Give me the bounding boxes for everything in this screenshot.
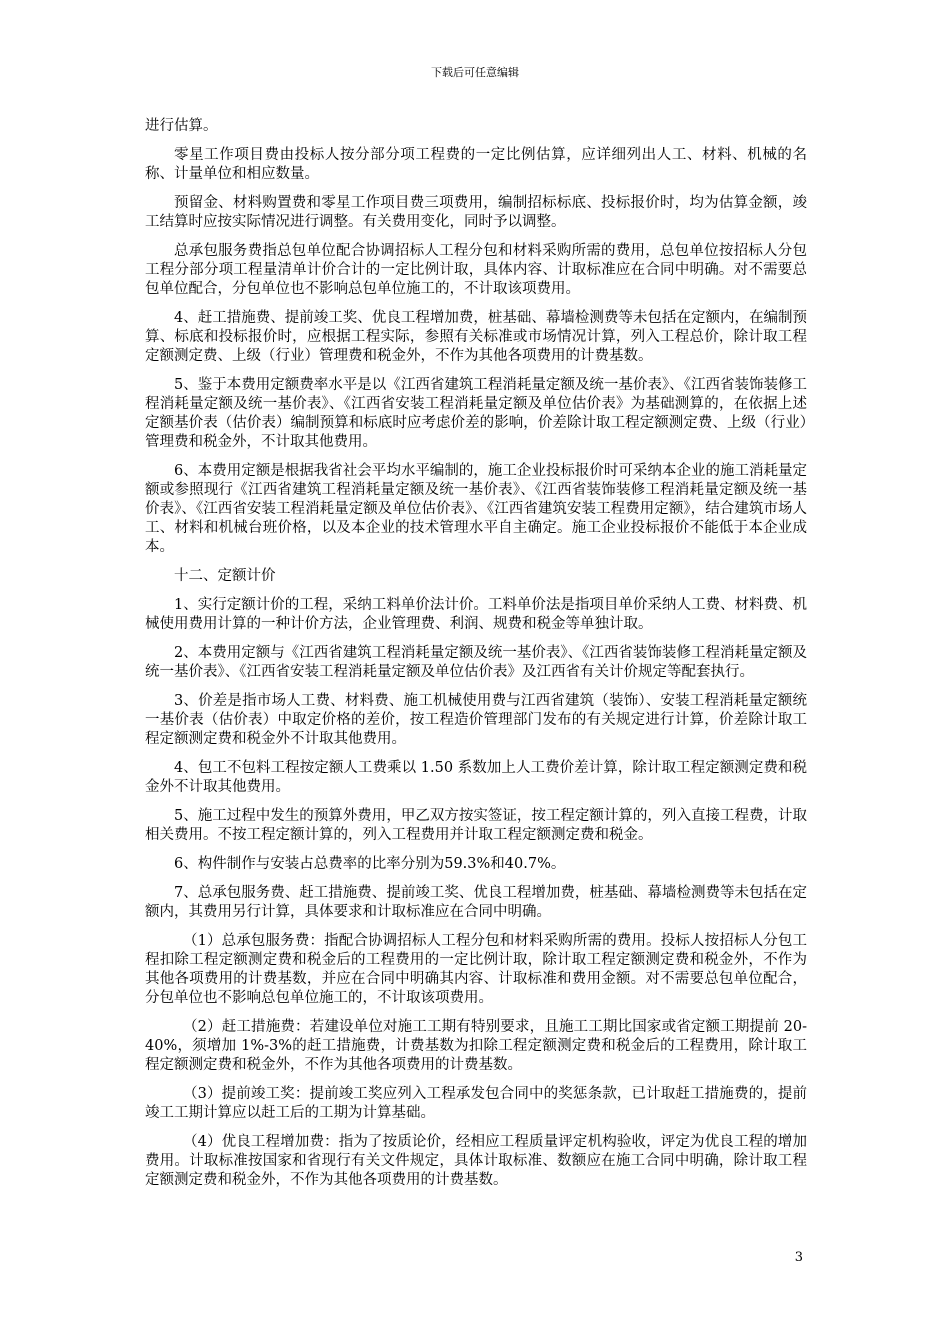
sub-paragraph: （3）提前竣工奖：提前竣工奖应列入工程承发包合同中的奖惩条款，已计取赶工措施费的，提前竣工工期计算应以赶工后的工期为计算基础。 [145,1086,807,1121]
paragraph: 6、本费用定额是根据我省社会平均水平编制的，施工企业投标报价时可采纳本企业的施工消耗量定额或参照现行《江西省建筑工程消耗量定额及统一基价表》、《江西省装饰装修工程消耗量定额及统一基价表》、《江西省安装工程消耗量定额及单位估价表》、《江西省建筑安装工程费用定额》，结合建筑市场人工、材料和机械台班价格，以及本企业的技术管理水平自主确定。施工企业投标报价不能低于本企业成本。 [145,463,807,555]
paragraph: 2、本费用定额与《江西省建筑工程消耗量定额及统一基价表》、《江西省装饰装修工程消耗量定额及统一基价表》、《江西省安装工程消耗量定额及单位估价表》及江西省有关计价规定等配套执行。 [145,645,807,680]
page-number: 3 [794,1250,803,1265]
paragraph: 5、鉴于本费用定额费率水平是以《江西省建筑工程消耗量定额及统一基价表》、《江西省装饰装修工程消耗量定额及统一基价表》、《江西省安装工程消耗量定额及单位估价表》为基础测算的，在依据上述定额基价表（估价表）编制预算和标底时应考虑价差的影响，价差除计取工程定额测定费、上级（行业）管理费和税金外，不计取其他费用。 [145,377,807,450]
paragraph: 6、构件制作与安装占总费率的比率分别为59.3%和40.7%。 [174,856,566,872]
paragraph: 零星工作项目费由投标人按分部分项工程费的一定比例估算，应详细列出人工、材料、机械的名称、计量单位和相应数量。 [145,147,807,182]
paragraph: 3、价差是指市场人工费、材料费、施工机械使用费与江西省建筑（装饰）、安装工程消耗量定额统一基价表（估价表）中取定价格的差价，按工程造价管理部门发布的有关规定进行计算，价差除计取工程定额测定费和税金外不计取其他费用。 [145,693,807,747]
paragraph: 进行估算。 [145,118,218,134]
sub-paragraph: （1）总承包服务费：指配合协调招标人工程分包和材料采购所需的费用。投标人按招标人分包工程扣除工程定额测定费和税金后的工程费用的一定比例计取，除计取工程定额测定费和税金外，不作为其他各项费用的计费基数，并应在合同中明确其内容、计取标准和费用金额。对不需要总包单位配合，分包单位也不影响总包单位施工的，不计取该项费用。 [145,933,807,1006]
page-header: 下载后可任意编辑 [431,66,519,79]
paragraph: 4、包工不包料工程按定额人工费乘以 1.50 系数加上人工费价差计算，除计取工程定额测定费和税金外不计取其他费用。 [145,760,807,795]
section-heading: 十二、定额计价 [174,568,276,584]
sub-paragraph: （4）优良工程增加费：指为了按质论价，经相应工程质量评定机构验收，评定为优良工程的增加费用。计取标准按国家和省现行有关文件规定，具体计取标准、数额应在施工合同中明确，除计取工程定额测定费和税金外，不作为其他各项费用的计费基数。 [145,1134,807,1188]
paragraph: 7、总承包服务费、赶工措施费、提前竣工奖、优良工程增加费，桩基础、幕墙检测费等未包括在定额内，其费用另行计算，具体要求和计取标准应在合同中明确。 [145,885,807,920]
paragraph: 1、实行定额计价的工程，采纳工料单价法计价。工料单价法是指项目单价采纳人工费、材料费、机械使用费用计算的一种计价方法，企业管理费、利润、规费和税金等单独计取。 [145,597,807,632]
paragraph: 预留金、材料购置费和零星工作项目费三项费用，编制招标标底、投标报价时，均为估算金额，竣工结算时应按实际情况进行调整。有关费用变化，同时予以调整。 [145,195,807,230]
paragraph: 4、赶工措施费、提前竣工奖、优良工程增加费，桩基础、幕墙检测费等未包括在定额内，在编制预算、标底和投标报价时，应根据工程实际，参照有关标准或市场情况计算，列入工程总价，除计取工程定额测定费、上级（行业）管理费和税金外，不作为其他各项费用的计费基数。 [145,310,807,364]
sub-paragraph: （2）赶工措施费：若建设单位对施工工期有特别要求，且施工工期比国家或省定额工期提前 20-40%，须增加 1%-3%的赶工措施费，计费基数为扣除工程定额测定费和税金后的工程费用，除计取工程定额测定费和税金外，不作为其他各项费用的计费基数。 [145,1019,807,1073]
paragraph: 5、施工过程中发生的预算外费用，甲乙双方按实签证，按工程定额计算的，列入直接工程费，计取相关费用。不按工程定额计算的，列入工程费用并计取工程定额测定费和税金。 [145,808,807,843]
document-body [145,117,807,1200]
paragraph: 总承包服务费指总包单位配合协调招标人工程分包和材料采购所需的费用，总包单位按招标人分包工程分部分项工程量清单计价合计的一定比例计取，具体内容、计取标准应在合同中明确。对不需要总包单位配合，分包单位也不影响总包单位施工的，不计取该项费用。 [145,243,807,297]
